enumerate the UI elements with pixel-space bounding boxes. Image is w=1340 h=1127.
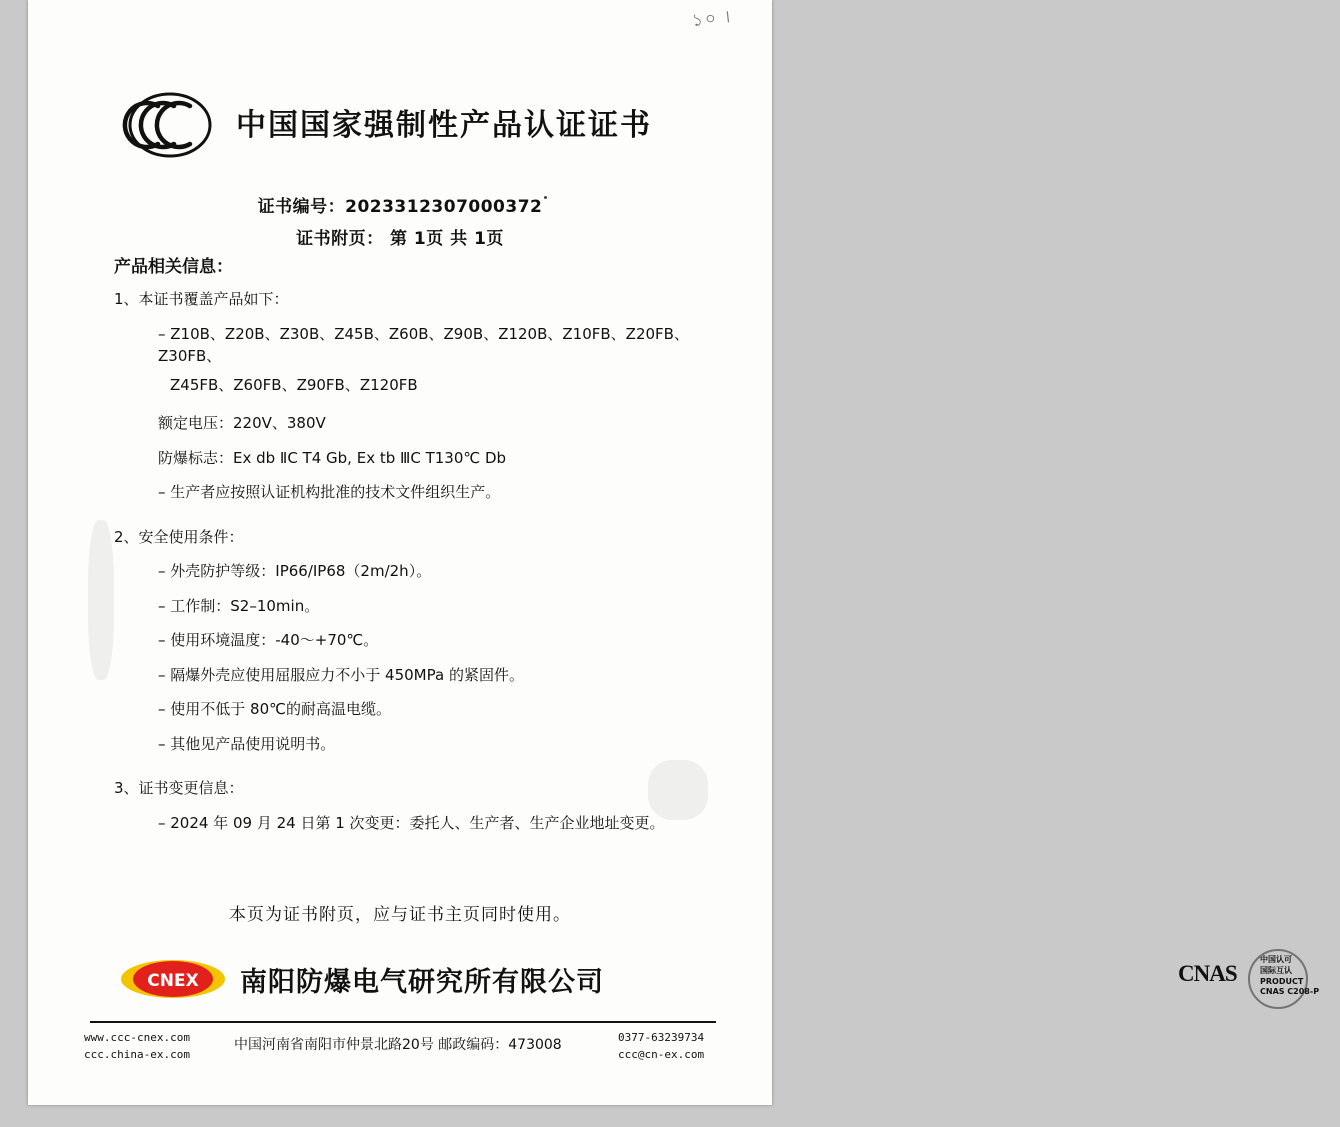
list-item: – 其他见产品使用说明书。 [158,734,336,753]
footer-contact [618,1030,704,1063]
page-title: 中国国家强制性产品认证证书 [236,108,652,143]
footer-email: ccc@cn-ex.com [618,1047,705,1061]
certificate-number: 证书编号：2023312307000372 [257,197,543,217]
list-item: – 生产者应按照认证机构批准的技术文件组织生产。 [158,483,501,501]
section-title: 产品相关信息： [114,257,233,277]
list-item: – 2024 年 09 月 24 日第 1 次变更：委托人、生产者、生产企业地址变更。 [158,813,665,832]
list-item: – 外壳防护等级：IP66/IP68（2m/2h）。 [158,562,432,580]
list-item: 防爆标志：Ex db ⅡC T4 Gb, Ex tb ⅢC T130℃ Db [158,448,507,467]
scan-smudge [88,520,114,680]
page-footnote: 本页为证书附页，应与证书主页同时使用。 [229,905,571,925]
document-header [28,92,772,164]
cnas-sub-line-3: PRODUCT [1260,976,1304,986]
document-footer [28,1028,772,1080]
product-information-body [114,288,734,846]
cnas-sub-line-4: CNAS C208-P [1260,987,1320,997]
footer-website-1: www.ccc-cnex.com [84,1031,190,1044]
list-item: Z45FB、Z60FB、Z90FB、Z120FB [170,375,418,394]
footer-websites [84,1030,190,1063]
organization-name: 南阳防爆电气研究所有限公司 [240,967,604,998]
footer-website-2: ccc.china-ex.com [84,1047,190,1061]
cnas-logo-icon [600,953,1320,1007]
cnas-sub-line-1: 中国认可 [1260,955,1292,964]
cnas-label: CNAS [1178,961,1237,986]
certificate-page-count: 证书附页： 第 1页 共 1页 [296,229,504,249]
footer-divider [90,1021,716,1023]
svg-text:CNEX: CNEX [147,971,199,991]
ink-dot [544,196,547,199]
list-item: – 使用环境温度：-40～+70℃。 [158,631,379,649]
footer-address: 中国河南省南阳市仲景北路20号 邮政编码：473008 [234,1037,562,1053]
certificate-page [28,0,1320,1105]
list-item: – 使用不低于 80℃的耐高温电缆。 [158,700,391,718]
list-item: 3、证书变更信息： [114,779,244,797]
organization-bar [28,955,1320,1015]
cnex-logo-icon [120,959,226,999]
list-item: – 隔爆外壳应使用屈服应力不小于 450MPa 的紧固件。 [158,665,524,684]
list-item: – Z10B、Z20B、Z30B、Z45B、Z60B、Z90B、Z120B、Z10FB、Z20FB、Z30FB、 [158,324,689,365]
handwritten-annotation: ১০ । [690,6,733,31]
list-item: 额定电压：220V、380V [158,414,326,432]
list-item: 1、本证书覆盖产品如下： [114,290,289,308]
cnas-sub-line-2: 国际互认 [1260,965,1292,975]
cnas-sub-label [1260,955,1340,998]
ccc-logo-icon [128,92,212,158]
list-item: 2、安全使用条件： [114,527,244,546]
list-item: – 工作制：S2–10min。 [158,596,320,615]
footer-phone: 0377-63239734 [618,1031,705,1044]
